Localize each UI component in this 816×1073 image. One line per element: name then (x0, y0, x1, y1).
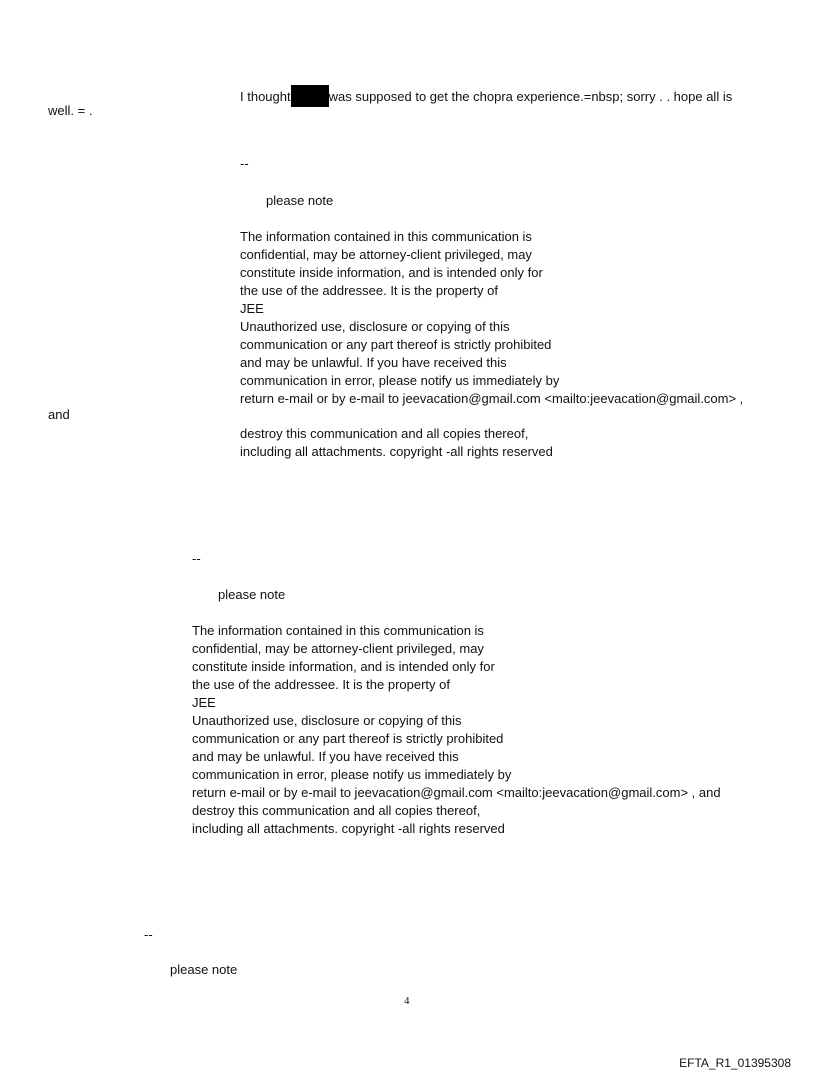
body-line: return e-mail or by e-mail to jeevacation@gmail.com <mailto:jeevacation@gmail.com> , (240, 391, 744, 406)
body-line: constitute inside information, and is intended only for (240, 265, 543, 280)
quote1-wrap: and (48, 407, 70, 422)
body-line: constitute inside information, and is intended only for (192, 659, 495, 674)
body-line: Unauthorized use, disclosure or copying of this (192, 713, 462, 728)
quote2-body (192, 622, 721, 838)
opening-line (240, 85, 732, 107)
body-line: return e-mail or by e-mail to jeevacation@gmail.com <mailto:jeevacation@gmail.com> , and (192, 785, 721, 800)
body-line: The information contained in this communication is (192, 623, 484, 638)
quote2-heading: please note (218, 587, 286, 602)
body-line: Unauthorized use, disclosure or copying of this (240, 319, 510, 334)
body-line: the use of the addressee. It is the property of (192, 677, 450, 692)
quote3-heading: please note (170, 962, 238, 977)
redaction-block (291, 85, 329, 107)
body-line: confidential, may be attorney-client privileged, may (192, 641, 484, 656)
quote1-separator: -- (240, 156, 249, 171)
body-line: destroy this communication and all copies thereof, (240, 426, 529, 441)
body-line: The information contained in this communication is (240, 229, 532, 244)
quote1-tail (240, 425, 553, 461)
opening-text-after: was supposed to get the chopra experience.=nbsp; sorry . . hope all is (328, 89, 733, 104)
body-line: JEE (192, 695, 216, 710)
page-number: 4 (404, 995, 410, 1007)
quote3-separator: -- (144, 927, 153, 942)
body-line: including all attachments. copyright -all rights reserved (192, 821, 505, 836)
body-line: and may be unlawful. If you have received this (240, 355, 507, 370)
opening-text-before: I thought (240, 89, 291, 104)
opening-continuation: well. = . (48, 103, 93, 118)
quote2-separator: -- (192, 551, 201, 566)
body-line: the use of the addressee. It is the property of (240, 283, 498, 298)
body-line: communication or any part thereof is strictly prohibited (240, 337, 552, 352)
body-line: confidential, may be attorney-client privileged, may (240, 247, 532, 262)
body-line: including all attachments. copyright -all rights reserved (240, 444, 553, 459)
body-line: communication in error, please notify us immediately by (192, 767, 512, 782)
body-line: communication or any part thereof is strictly prohibited (192, 731, 504, 746)
body-line: JEE (240, 301, 264, 316)
body-line: and may be unlawful. If you have received this (192, 749, 459, 764)
body-line: communication in error, please notify us immediately by (240, 373, 560, 388)
quote1-body (240, 228, 743, 408)
body-line: destroy this communication and all copies thereof, (192, 803, 481, 818)
bates-number: EFTA_R1_01395308 (679, 1056, 791, 1070)
quote1-heading: please note (266, 193, 334, 208)
